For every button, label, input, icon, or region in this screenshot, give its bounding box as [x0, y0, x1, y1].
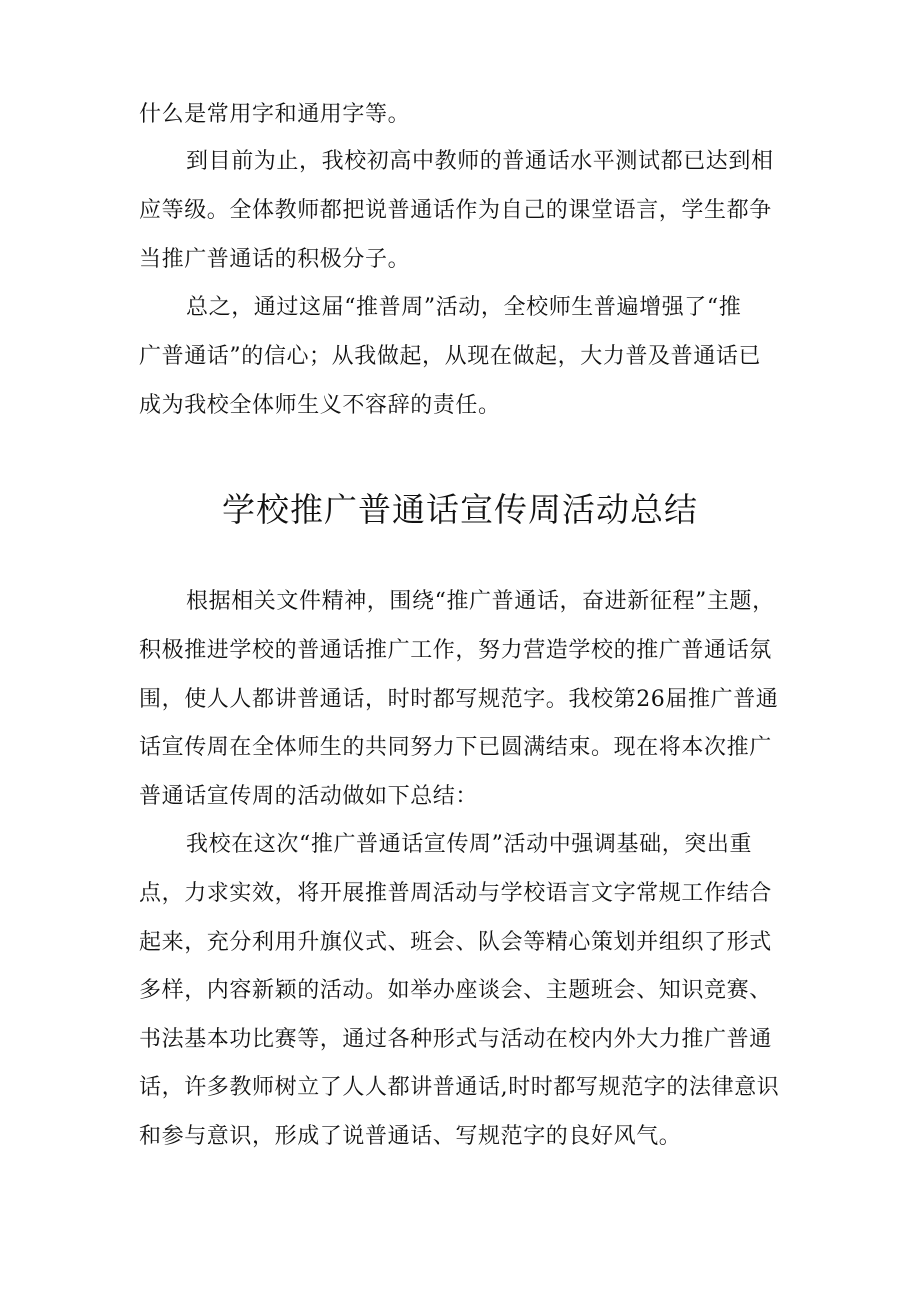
paragraph-line: 普通话宣传周的活动做如下总结：	[139, 784, 479, 809]
paragraph-line: 围，使人人都讲普通话，时时都写规范字。我校第26届推广普通	[139, 687, 779, 712]
paragraph-line: 起来，充分利用升旗仪式、班会、队会等精心策划并组织了形式	[139, 930, 772, 955]
paragraph-line: 书法基本功比赛等，通过各种形式与活动在校内外大力推广普通	[139, 1027, 772, 1052]
paragraph-line: 多样，内容新颖的活动。如举办座谈会、主题班会、知识竞赛、	[139, 978, 772, 1003]
paragraph-line: 话，许多教师树立了人人都讲普通话,时时都写规范字的法律意识	[139, 1075, 780, 1100]
paragraph-line: 成为我校全体师生义不容辞的责任。	[139, 393, 501, 418]
paragraph-line: 积极推进学校的普通话推广工作，努力营造学校的推广普通话氛	[139, 638, 772, 663]
paragraph-line: 话宣传周在全体师生的共同努力下已圆满结束。现在将本次推广	[139, 735, 772, 760]
paragraph-line: 应等级。全体教师都把说普通话作为自己的课堂语言，学生都争	[139, 198, 772, 223]
paragraph-line: 到目前为止，我校初高中教师的普通话水平测试都已达到相	[186, 149, 774, 174]
paragraph-line: 总之，通过这届“推普周”活动，全校师生普遍增强了“推	[186, 295, 742, 320]
paragraph-line: 点，力求实效，将开展推普周活动与学校语言文字常规工作结合	[139, 881, 772, 906]
document-title: 学校推广普通话宣传周活动总结	[222, 490, 698, 529]
paragraph-line: 什么是常用字和通用字等。	[139, 102, 411, 127]
paragraph-line: 根据相关文件精神，围绕“推广普通话，奋进新征程”主题，	[186, 589, 775, 614]
paragraph-line: 和参与意识，形成了说普通话、写规范字的良好风气。	[139, 1124, 682, 1149]
paragraph-line: 当推广普通话的积极分子。	[139, 247, 411, 272]
paragraph-line: 我校在这次“推广普通话宣传周”活动中强调基础，突出重	[186, 832, 753, 857]
paragraph-line: 广普通话”的信心；从我做起，从现在做起，大力普及普通话已	[139, 344, 762, 369]
